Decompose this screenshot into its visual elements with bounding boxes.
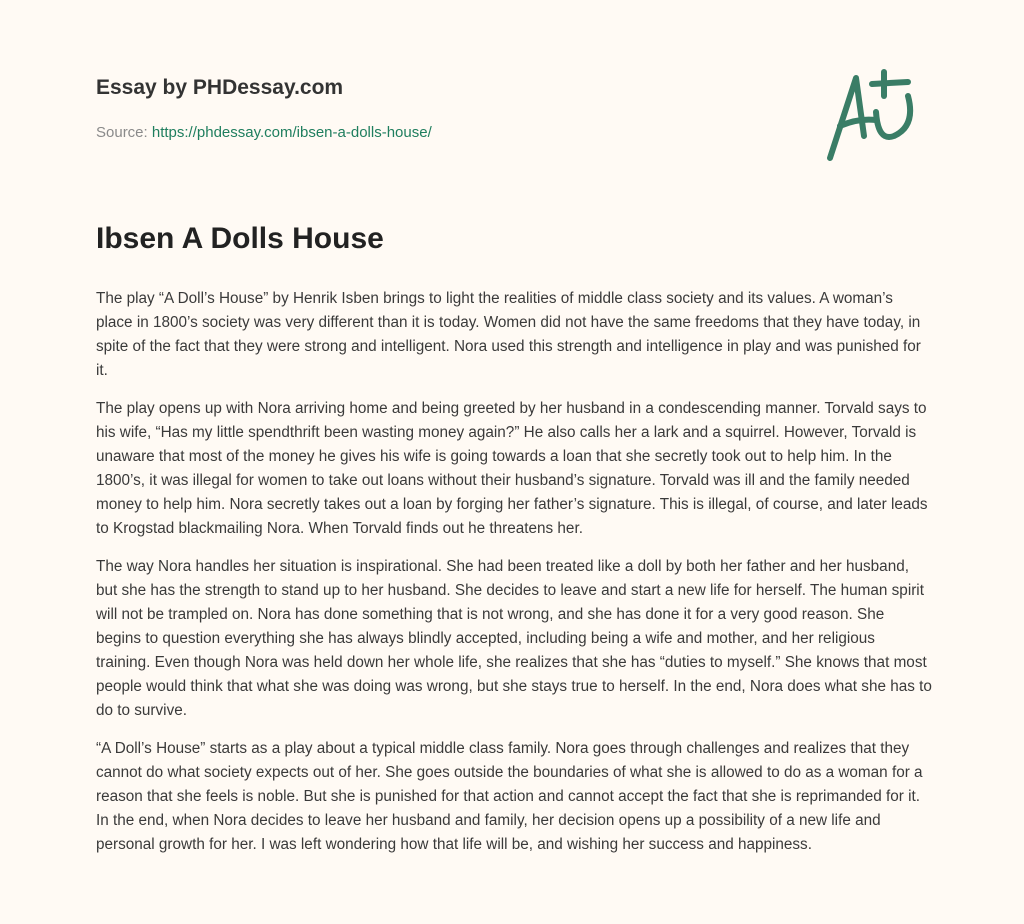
paragraph: The way Nora handles her situation is inspirational. She had been treated like a doll by both her father and her husband, but she has the strength to stand up to her husband. She decides to leave and start a new life for herself. The human spirit will not be trampled on. Nora has done something that is not wrong, and she has done it for a very good reason. She begins to question everything she has always blindly accepted, including being a wife and mother, and her religious training. Even though Nora was held down her whole life, she realizes that she has “duties to myself.” She knows that most people would think that what she was doing was wrong, but she stays true to herself. In the end, Nora does what she has to do to survive. bbox=[96, 558, 932, 719]
essay-body bbox=[96, 287, 932, 871]
paragraph: The play opens up with Nora arriving home and being greeted by her husband in a condescending manner. Torvald says to his wife, “Has my little spendthrift been wasting money again?” He also calls her a lark and a squirrel. However, Torvald is unaware that most of the money he gives his wife is going towards a loan that she secretly took out to help him. In the 1800’s, it was illegal for women to take out loans without their husband’s signature. Torvald was ill and the family needed money to help him. Nora secretly takes out a loan by forging her father’s signature. This is illegal, of course, and later leads to Krogstad blackmailing Nora. When Torvald finds out he threatens her. bbox=[96, 400, 928, 537]
a-plus-logo-icon bbox=[818, 66, 930, 166]
paragraph: The play “A Doll’s House” by Henrik Isben brings to light the realities of middle class society and its values. A woman’s place in 1800’s society was very different than it is today. Women did not have the same freedoms that they have today, in spite of the fact that they were strong and intelligent. Nora used this strength and intelligence in play and was punished for it. bbox=[96, 290, 921, 379]
source-link[interactable]: https://phdessay.com/ibsen-a-dolls-house/ bbox=[151, 124, 432, 141]
paragraph: “A Doll’s House” starts as a play about a typical middle class family. Nora goes through challenges and realizes that they cannot do what society expects out of her. She goes outside the boundaries of what she is allowed to do as a woman for a reason that she feels is noble. But she is punished for that action and cannot accept the fact that she is reprimanded for it. In the end, when Nora decides to leave her husband and family, her decision opens up a possibility of a new life and personal growth for her. I was left wondering how that life will be, and wishing her success and happiness. bbox=[96, 740, 923, 853]
brand-title: Essay by PHDessay.com bbox=[96, 76, 344, 99]
source-line bbox=[96, 124, 432, 141]
source-label: Source: bbox=[96, 124, 148, 141]
page-title: Ibsen A Dolls House bbox=[96, 222, 384, 255]
